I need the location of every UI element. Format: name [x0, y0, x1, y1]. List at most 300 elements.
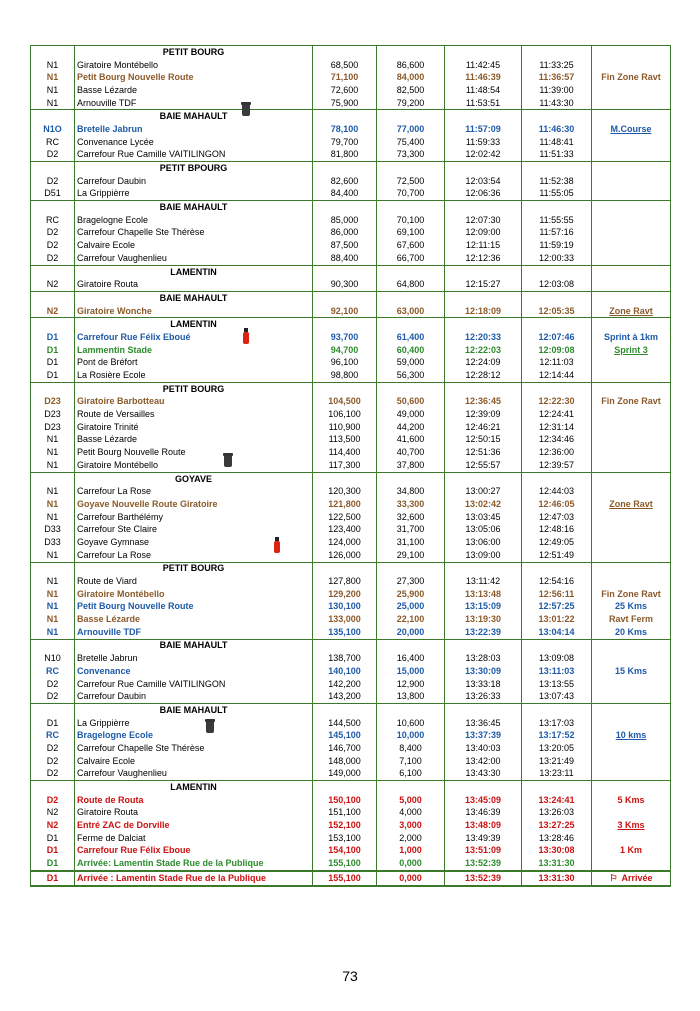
location-cell: Goyave Nouvelle Route Giratoire: [75, 498, 313, 511]
location-cell: Carrefour Chapelle Ste Thérèse: [75, 742, 313, 755]
km-done-cell: 78,100: [313, 123, 377, 136]
table-row: [31, 819, 671, 832]
location-cell: Giratoire Routa: [75, 807, 313, 820]
section-empty-cell: [522, 781, 592, 794]
location-cell: La Grippièrre: [75, 188, 313, 201]
road-code-cell: D2: [31, 252, 75, 265]
km-done-cell: 120,300: [313, 485, 377, 498]
time-slow-cell: 13:09:08: [522, 652, 592, 665]
time-fast-cell: 12:09:00: [445, 227, 522, 240]
km-remaining-cell: 41,600: [377, 434, 445, 447]
km-done-cell: 106,100: [313, 408, 377, 421]
time-fast-cell: 13:43:30: [445, 768, 522, 781]
time-fast-cell: 12:06:36: [445, 188, 522, 201]
time-slow-cell: 13:20:05: [522, 742, 592, 755]
note-cell: Fin Zone Ravt: [592, 396, 671, 409]
location-cell: Giratoire Montébello: [75, 59, 313, 72]
note-cell: [592, 832, 671, 845]
section-empty-cell: [445, 472, 522, 485]
section-name: GOYAVE: [75, 472, 313, 485]
location-cell: Pont de Bréfort: [75, 357, 313, 370]
trash-bin-icon: [241, 102, 251, 116]
section-empty-cell: [592, 318, 671, 331]
time-slow-cell: 13:01:22: [522, 613, 592, 626]
km-remaining-cell: 29,100: [377, 549, 445, 562]
time-slow-cell: 13:13:55: [522, 678, 592, 691]
time-fast-cell: 13:36:45: [445, 717, 522, 730]
section-empty-cell: [313, 201, 377, 214]
km-done-cell: 98,800: [313, 369, 377, 382]
table-row: [31, 459, 671, 472]
section-empty-cell: [313, 46, 377, 59]
note-cell: [592, 188, 671, 201]
location-cell: Petit Bourg Nouvelle Route: [75, 71, 313, 84]
location-cell: Carrefour Vaughenlieu: [75, 768, 313, 781]
note-cell: [592, 511, 671, 524]
table-row: [31, 188, 671, 201]
section-empty-cell: [592, 382, 671, 395]
section-empty-cell: [31, 639, 75, 652]
km-done-cell: 130,100: [313, 601, 377, 614]
note-cell: [592, 408, 671, 421]
section-empty-cell: [31, 472, 75, 485]
table-row: [31, 652, 671, 665]
km-remaining-cell: 5,000: [377, 794, 445, 807]
location-cell: Convenance Lycée: [75, 136, 313, 149]
location-cell: La Grippièrre: [75, 717, 313, 730]
road-code-cell: N2: [31, 819, 75, 832]
table-row: [31, 857, 671, 871]
section-empty-cell: [377, 562, 445, 575]
km-remaining-cell: 25,000: [377, 601, 445, 614]
time-slow-cell: 12:57:25: [522, 601, 592, 614]
location-cell: Bragelogne Ecole: [75, 729, 313, 742]
km-done-cell: 96,100: [313, 357, 377, 370]
road-code-cell: D2: [31, 794, 75, 807]
section-empty-cell: [522, 162, 592, 175]
time-fast-cell: 13:30:09: [445, 665, 522, 678]
page-number: 73: [342, 968, 358, 984]
road-code-cell: D2: [31, 742, 75, 755]
time-fast-cell: 12:18:09: [445, 305, 522, 318]
location-cell: Route de Routa: [75, 794, 313, 807]
km-done-cell: 114,400: [313, 446, 377, 459]
km-remaining-cell: 27,300: [377, 575, 445, 588]
time-fast-cell: 13:06:00: [445, 536, 522, 549]
note-cell: [592, 807, 671, 820]
km-done-cell: 122,500: [313, 511, 377, 524]
road-code-cell: N1: [31, 84, 75, 97]
note-cell: [592, 768, 671, 781]
km-remaining-cell: 8,400: [377, 742, 445, 755]
km-done-cell: 150,100: [313, 794, 377, 807]
location-cell: Route de Viard: [75, 575, 313, 588]
location-cell: Petit Bourg Nouvelle Route: [75, 601, 313, 614]
section-header-row: [31, 201, 671, 214]
time-slow-cell: 12:36:00: [522, 446, 592, 459]
location-cell: Convenance: [75, 665, 313, 678]
table-row: [31, 588, 671, 601]
km-done-cell: 79,700: [313, 136, 377, 149]
km-remaining-cell: 15,000: [377, 665, 445, 678]
road-code-cell: N1: [31, 71, 75, 84]
location-cell: Giratoire Montébello: [75, 459, 313, 472]
section-empty-cell: [313, 639, 377, 652]
time-slow-cell: 13:31:30: [522, 871, 592, 886]
time-fast-cell: 12:24:09: [445, 357, 522, 370]
road-code-cell: D23: [31, 408, 75, 421]
km-remaining-cell: 73,300: [377, 149, 445, 162]
table-row: [31, 357, 671, 370]
note-cell: [592, 536, 671, 549]
km-done-cell: 146,700: [313, 742, 377, 755]
section-empty-cell: [522, 46, 592, 59]
road-code-cell: D2: [31, 149, 75, 162]
time-slow-cell: 11:57:16: [522, 227, 592, 240]
flag-icon: ⚐: [609, 872, 618, 883]
section-empty-cell: [522, 292, 592, 305]
location-cell: Ferme de Dalciat: [75, 832, 313, 845]
road-code-cell: RC: [31, 214, 75, 227]
section-empty-cell: [592, 704, 671, 717]
location-cell: Arrivée : Lamentin Stade Rue de la Publique: [75, 871, 313, 886]
section-empty-cell: [445, 562, 522, 575]
road-code-cell: D2: [31, 755, 75, 768]
section-name: BAIE MAHAULT: [75, 639, 313, 652]
location-cell: Giratoire Trinité: [75, 421, 313, 434]
section-empty-cell: [31, 382, 75, 395]
section-name: BAIE MAHAULT: [75, 292, 313, 305]
table-row: [31, 613, 671, 626]
note-cell: Ravt Ferm: [592, 613, 671, 626]
km-done-cell: 87,500: [313, 239, 377, 252]
location-cell: Basse Lézarde: [75, 613, 313, 626]
section-name: LAMENTIN: [75, 265, 313, 278]
km-done-cell: 81,800: [313, 149, 377, 162]
time-slow-cell: 12:07:46: [522, 331, 592, 344]
note-cell: 5 Kms: [592, 794, 671, 807]
km-remaining-cell: 3,000: [377, 819, 445, 832]
km-remaining-cell: 66,700: [377, 252, 445, 265]
table-row: [31, 434, 671, 447]
section-empty-cell: [313, 292, 377, 305]
time-fast-cell: 13:37:39: [445, 729, 522, 742]
table-row: [31, 601, 671, 614]
location-cell: Arrivée: Lamentin Stade Rue de la Publique: [75, 857, 313, 871]
time-fast-cell: 12:02:42: [445, 149, 522, 162]
location-cell: Carrefour Rue Félix Eboue: [75, 845, 313, 858]
time-slow-cell: 11:48:41: [522, 136, 592, 149]
table-row: [31, 678, 671, 691]
km-done-cell: 142,200: [313, 678, 377, 691]
km-done-cell: 117,300: [313, 459, 377, 472]
time-slow-cell: 12:49:05: [522, 536, 592, 549]
table-row: [31, 871, 671, 886]
km-remaining-cell: 79,200: [377, 97, 445, 110]
road-code-cell: D1: [31, 331, 75, 344]
note-cell: [592, 239, 671, 252]
section-empty-cell: [522, 562, 592, 575]
km-done-cell: 143,200: [313, 690, 377, 703]
road-code-cell: D1: [31, 857, 75, 871]
table-row: [31, 626, 671, 639]
location-cell: Carrefour Rue Félix Eboué: [75, 331, 313, 344]
time-slow-cell: 12:54:16: [522, 575, 592, 588]
time-fast-cell: 13:49:39: [445, 832, 522, 845]
time-fast-cell: 12:03:54: [445, 175, 522, 188]
km-remaining-cell: 0,000: [377, 857, 445, 871]
note-cell: 25 Kms: [592, 601, 671, 614]
time-fast-cell: 13:26:33: [445, 690, 522, 703]
road-code-cell: RC: [31, 136, 75, 149]
table-row: [31, 84, 671, 97]
time-fast-cell: 11:42:45: [445, 59, 522, 72]
location-cell: Giratoire Barbotteau: [75, 396, 313, 409]
table-row: [31, 123, 671, 136]
km-remaining-cell: 12,900: [377, 678, 445, 691]
section-empty-cell: [377, 292, 445, 305]
km-done-cell: 138,700: [313, 652, 377, 665]
section-empty-cell: [592, 46, 671, 59]
road-code-cell: N1: [31, 434, 75, 447]
km-done-cell: 129,200: [313, 588, 377, 601]
km-done-cell: 153,100: [313, 832, 377, 845]
note-cell: Zone Ravt: [592, 305, 671, 318]
road-code-cell: N1: [31, 498, 75, 511]
section-header-row: [31, 292, 671, 305]
time-slow-cell: 12:24:41: [522, 408, 592, 421]
km-done-cell: 124,000: [313, 536, 377, 549]
road-code-cell: D23: [31, 396, 75, 409]
table-row: [31, 344, 671, 357]
section-empty-cell: [377, 781, 445, 794]
table-row: [31, 149, 671, 162]
section-empty-cell: [31, 201, 75, 214]
time-slow-cell: 11:46:30: [522, 123, 592, 136]
table-row: [31, 305, 671, 318]
note-cell: [592, 446, 671, 459]
km-done-cell: 75,900: [313, 97, 377, 110]
time-slow-cell: 12:03:08: [522, 278, 592, 291]
table-row: [31, 768, 671, 781]
section-empty-cell: [445, 639, 522, 652]
section-header-row: [31, 265, 671, 278]
time-fast-cell: 13:28:03: [445, 652, 522, 665]
trash-bin-icon: [223, 453, 233, 467]
table-row: [31, 665, 671, 678]
road-code-cell: D1: [31, 357, 75, 370]
time-slow-cell: 11:55:55: [522, 214, 592, 227]
km-done-cell: 140,100: [313, 665, 377, 678]
time-slow-cell: 13:11:03: [522, 665, 592, 678]
time-fast-cell: 12:55:57: [445, 459, 522, 472]
table-row: [31, 252, 671, 265]
section-empty-cell: [31, 162, 75, 175]
location-cell: La Rosière Ecole: [75, 369, 313, 382]
section-empty-cell: [31, 318, 75, 331]
km-remaining-cell: 37,800: [377, 459, 445, 472]
location-cell: Lammentin Stade: [75, 344, 313, 357]
note-cell: [592, 84, 671, 97]
road-code-cell: N1: [31, 626, 75, 639]
note-cell: [592, 175, 671, 188]
km-remaining-cell: 10,000: [377, 729, 445, 742]
table-row: [31, 794, 671, 807]
time-slow-cell: 13:17:52: [522, 729, 592, 742]
time-fast-cell: 13:52:39: [445, 857, 522, 871]
time-fast-cell: 13:22:39: [445, 626, 522, 639]
road-code-cell: N1: [31, 549, 75, 562]
section-empty-cell: [377, 639, 445, 652]
road-code-cell: D2: [31, 690, 75, 703]
km-done-cell: 121,800: [313, 498, 377, 511]
section-empty-cell: [31, 704, 75, 717]
road-code-cell: D2: [31, 175, 75, 188]
km-done-cell: 72,600: [313, 84, 377, 97]
section-header-row: [31, 639, 671, 652]
road-code-cell: N1: [31, 613, 75, 626]
note-cell: Sprint 3: [592, 344, 671, 357]
location-cell: Carrefour Rue Camille VAITILINGON: [75, 149, 313, 162]
road-code-cell: RC: [31, 729, 75, 742]
section-empty-cell: [313, 781, 377, 794]
time-slow-cell: 11:51:33: [522, 149, 592, 162]
km-remaining-cell: 20,000: [377, 626, 445, 639]
time-fast-cell: 13:00:27: [445, 485, 522, 498]
section-empty-cell: [592, 110, 671, 123]
time-slow-cell: 11:36:57: [522, 71, 592, 84]
km-remaining-cell: 77,000: [377, 123, 445, 136]
time-slow-cell: 11:55:05: [522, 188, 592, 201]
section-empty-cell: [592, 781, 671, 794]
location-cell: Goyave Gymnase: [75, 536, 313, 549]
section-header-row: [31, 781, 671, 794]
road-code-cell: N2: [31, 278, 75, 291]
section-name: BAIE MAHAULT: [75, 110, 313, 123]
section-empty-cell: [522, 704, 592, 717]
section-header-row: [31, 562, 671, 575]
section-name: LAMENTIN: [75, 318, 313, 331]
time-slow-cell: 11:52:38: [522, 175, 592, 188]
table-row: [31, 575, 671, 588]
time-slow-cell: 12:31:14: [522, 421, 592, 434]
note-cell: [592, 742, 671, 755]
time-slow-cell: 13:24:41: [522, 794, 592, 807]
table-row: [31, 227, 671, 240]
note-cell: [592, 549, 671, 562]
location-cell: Carrefour Barthélémy: [75, 511, 313, 524]
note-cell: [592, 214, 671, 227]
location-cell: Route de Versailles: [75, 408, 313, 421]
section-empty-cell: [377, 318, 445, 331]
km-remaining-cell: 16,400: [377, 652, 445, 665]
time-fast-cell: 13:09:00: [445, 549, 522, 562]
km-remaining-cell: 13,800: [377, 690, 445, 703]
km-done-cell: 82,600: [313, 175, 377, 188]
location-cell: Basse Lézarde: [75, 434, 313, 447]
time-slow-cell: 13:17:03: [522, 717, 592, 730]
table-row: [31, 523, 671, 536]
road-code-cell: RC: [31, 665, 75, 678]
time-fast-cell: 13:40:03: [445, 742, 522, 755]
time-slow-cell: 12:34:46: [522, 434, 592, 447]
time-fast-cell: 11:57:09: [445, 123, 522, 136]
note-cell: [592, 485, 671, 498]
section-empty-cell: [313, 704, 377, 717]
road-code-cell: D33: [31, 523, 75, 536]
time-fast-cell: 12:15:27: [445, 278, 522, 291]
table-row: [31, 421, 671, 434]
note-cell: [592, 369, 671, 382]
note-cell: 20 Kms: [592, 626, 671, 639]
section-header-row: [31, 382, 671, 395]
km-done-cell: 155,100: [313, 871, 377, 886]
time-fast-cell: 13:13:48: [445, 588, 522, 601]
section-header-row: [31, 472, 671, 485]
trash-bin-icon: [205, 719, 215, 733]
note-cell: Sprint à 1km: [592, 331, 671, 344]
location-cell: Basse Lézarde: [75, 84, 313, 97]
table-row: [31, 511, 671, 524]
km-remaining-cell: 44,200: [377, 421, 445, 434]
km-remaining-cell: 67,600: [377, 239, 445, 252]
section-empty-cell: [445, 46, 522, 59]
time-slow-cell: 11:59:19: [522, 239, 592, 252]
section-name: PETIT BOURG: [75, 382, 313, 395]
time-slow-cell: 12:09:08: [522, 344, 592, 357]
road-code-cell: D33: [31, 536, 75, 549]
section-empty-cell: [522, 110, 592, 123]
km-done-cell: 145,100: [313, 729, 377, 742]
location-cell: Petit Bourg Nouvelle Route: [75, 446, 313, 459]
km-remaining-cell: 40,700: [377, 446, 445, 459]
time-fast-cell: 12:20:33: [445, 331, 522, 344]
road-code-cell: N1: [31, 59, 75, 72]
section-empty-cell: [592, 639, 671, 652]
section-empty-cell: [31, 292, 75, 305]
km-done-cell: 154,100: [313, 845, 377, 858]
time-fast-cell: 12:36:45: [445, 396, 522, 409]
km-remaining-cell: 59,000: [377, 357, 445, 370]
table-row: [31, 742, 671, 755]
section-empty-cell: [377, 201, 445, 214]
time-fast-cell: 12:39:09: [445, 408, 522, 421]
time-fast-cell: 11:59:33: [445, 136, 522, 149]
time-fast-cell: 13:46:39: [445, 807, 522, 820]
table-row: [31, 369, 671, 382]
table-row: [31, 807, 671, 820]
km-done-cell: 92,100: [313, 305, 377, 318]
section-empty-cell: [522, 639, 592, 652]
time-slow-cell: 12:56:11: [522, 588, 592, 601]
km-done-cell: 133,000: [313, 613, 377, 626]
road-code-cell: D23: [31, 421, 75, 434]
km-done-cell: 90,300: [313, 278, 377, 291]
section-header-row: [31, 162, 671, 175]
km-done-cell: 86,000: [313, 227, 377, 240]
time-slow-cell: 12:44:03: [522, 485, 592, 498]
section-empty-cell: [31, 110, 75, 123]
section-empty-cell: [377, 110, 445, 123]
road-code-cell: D1: [31, 832, 75, 845]
table-row: [31, 396, 671, 409]
table-row: [31, 278, 671, 291]
note-cell: [592, 755, 671, 768]
time-fast-cell: 13:05:06: [445, 523, 522, 536]
km-remaining-cell: 75,400: [377, 136, 445, 149]
note-cell: [592, 227, 671, 240]
road-code-cell: N1: [31, 459, 75, 472]
